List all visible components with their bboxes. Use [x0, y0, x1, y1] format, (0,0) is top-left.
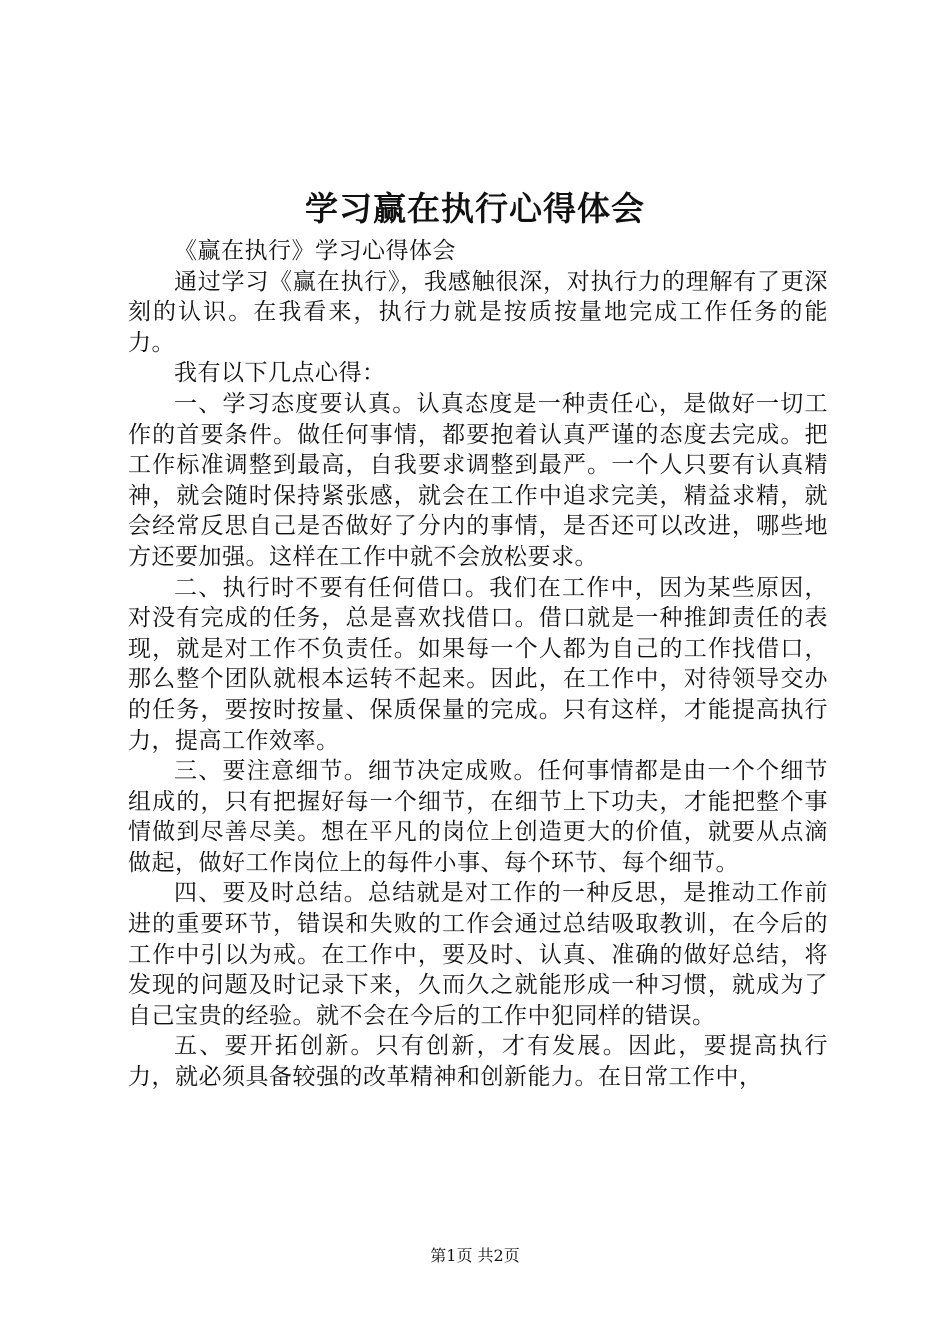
point-3-paragraph: 三、要注意细节。细节决定成败。任何事情都是由一个个细节组成的，只有把握好每一个细节，在细节上下功夫，才能把整个事情做到尽善尽美。想在平凡的岗位上创造更大的价值，就要从点滴做起，做好工作岗位上的每件小事、每个环节、每个细节。 — [128, 758, 828, 876]
document-body — [128, 236, 828, 1093]
document-title: 学习赢在执行心得体会 — [305, 189, 645, 228]
point-1-paragraph: 一、学习态度要认真。认真态度是一种责任心，是做好一切工作的首要条件。做任何事情，都要抱着认真严谨的态度去完成。把工作标准调整到最高，自我要求调整到最严。一个人只要有认真精神，就会随时保持紧张感，就会在工作中追求完美，精益求精，就会经常反思自己是否做好了分内的事情，是否还可以改进，哪些地方还要加强。这样在工作中就不会放松要求。 — [128, 390, 828, 570]
point-4-paragraph: 四、要及时总结。总结就是对工作的一种反思，是推动工作前进的重要环节，错误和失败的工作会通过总结吸取教训，在今后的工作中引以为戒。在工作中，要及时、认真、准确的做好总结，将发现的问题及时记录下来，久而久之就能形成一种习惯，就成为了自己宝贵的经验。就不会在今后的工作中犯同样的错误。 — [128, 880, 828, 1029]
page-footer: 第1页 共2页 — [430, 1246, 520, 1265]
point-5-paragraph: 五、要开拓创新。只有创新，才有发展。因此，要提高执行力，就必须具备较强的改革精神和创新能力。在日常工作中， — [128, 1033, 828, 1091]
point-2-paragraph: 二、执行时不要有任何借口。我们在工作中，因为某些原因，对没有完成的任务，总是喜欢找借口。借口就是一种推卸责任的表现，就是对工作不负责任。如果每一个人都为自己的工作找借口，那么整个团队就根本运转不起来。因此，在工作中，对待领导交办的任务，要按时按量、保质保量的完成。只有这样，才能提高执行力，提高工作效率。 — [128, 574, 828, 754]
subtitle-paragraph: 《赢在执行》学习心得体会 — [174, 238, 456, 264]
points-lead-paragraph: 我有以下几点心得： — [174, 360, 386, 387]
intro-paragraph: 通过学习《赢在执行》，我感触很深，对执行力的理解有了更深刻的认识。在我看来，执行力就是按质按量地完成工作任务的能力。 — [128, 268, 828, 356]
